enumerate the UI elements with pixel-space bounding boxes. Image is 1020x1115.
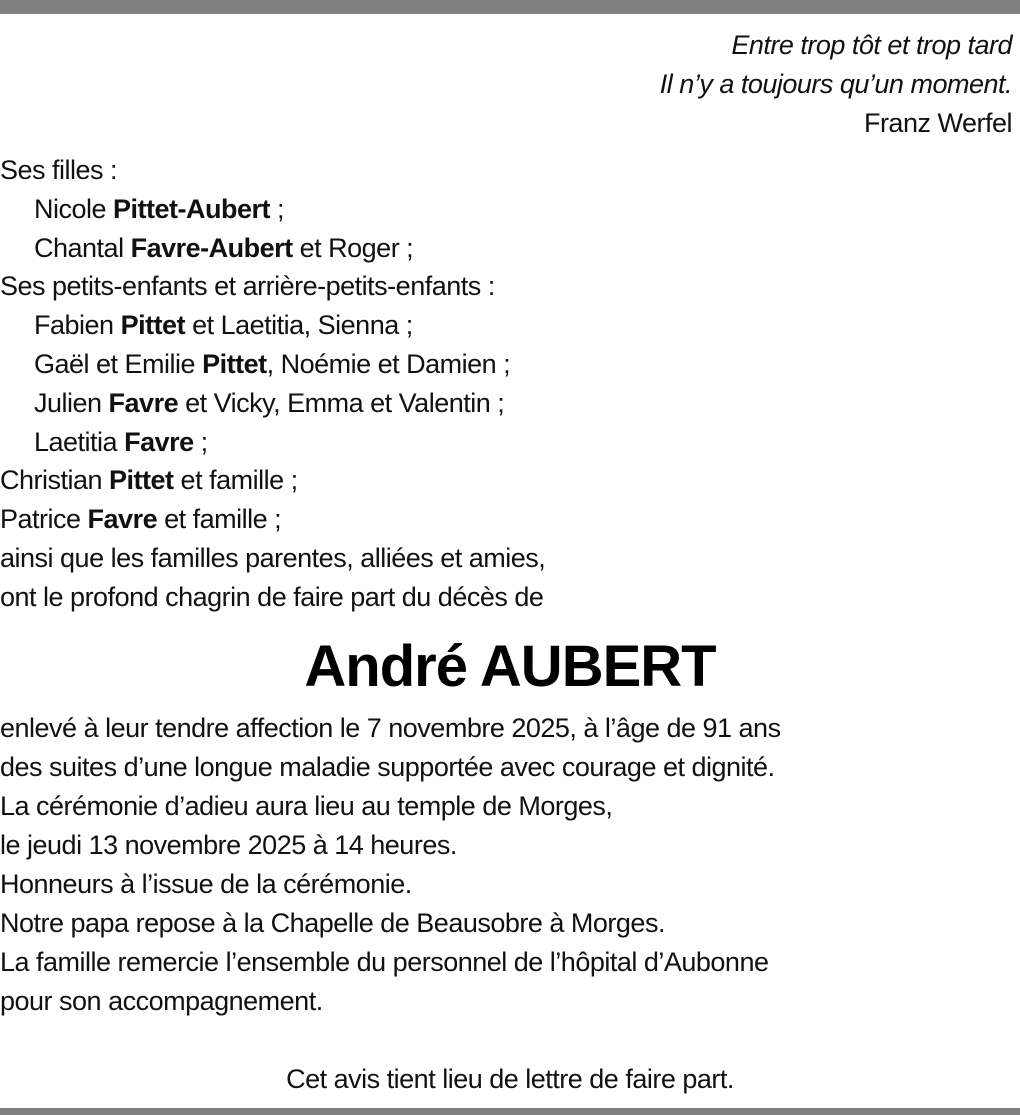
family-text: Nicole [34,193,114,224]
detail-line: La cérémonie d’adieu aura lieu au temple de Morges, [0,791,613,821]
family-text: Patrice [0,504,88,535]
family-text: ; [193,426,208,457]
family-surname: Favre [87,504,158,535]
family-text: et Vicky, Emma et Valentin ; [178,387,505,418]
detail-line: enlevé à leur tendre affection le 7 novembre 2025, à l’âge de 91 ans [0,713,781,743]
detail-line: Honneurs à l’issue de la cérémonie. [0,869,412,899]
family-list [0,151,545,617]
quote-line-2: Il n’y a toujours qu’un moment. [659,69,1012,99]
family-surname: Favre-Aubert [130,232,293,263]
family-text: , Noémie et Damien ; [266,348,511,379]
family-surname: Pittet [202,348,267,379]
family-line [0,267,545,306]
family-line [0,461,545,500]
family-text: Laetitia [34,426,125,457]
family-line [0,306,545,345]
family-line [0,384,545,423]
family-text: Julien [34,387,109,418]
family-line [0,229,545,268]
family-line [0,190,545,229]
family-text: ainsi que les familles parentes, alliées et amies, [0,542,546,573]
closing-note: Cet avis tient lieu de lettre de faire part. [286,1064,734,1094]
family-line [0,578,545,617]
family-text: Fabien [34,310,121,341]
family-line [0,423,545,462]
family-line [0,345,545,384]
family-text: Christian [0,465,110,496]
family-text: Chantal [34,232,131,263]
family-text: ont le profond chagrin de faire part du décès de [0,581,544,612]
detail-line: des suites d’une longue maladie supportée avec courage et dignité. [0,752,775,782]
epigraph-quote [660,26,1012,143]
family-text: Ses petits-enfants et arrière-petits-enfants : [0,271,495,302]
family-text: Gaël et Emilie [34,348,203,379]
family-surname: Pittet [120,310,186,341]
detail-line: pour son accompagnement. [0,986,323,1016]
family-line [0,539,545,578]
family-text: et Laetitia, Sienna ; [185,310,413,341]
family-line [0,500,545,539]
family-surname: Pittet [109,465,174,496]
deceased-name: André AUBERT [304,634,716,699]
family-text: et famille ; [173,465,298,496]
quote-author: Franz Werfel [863,108,1012,138]
family-text: et famille ; [157,504,282,535]
family-surname: Pittet-Aubert [113,193,271,224]
family-line [0,151,545,190]
family-text: et Roger ; [292,232,414,263]
detail-line: Notre papa repose à la Chapelle de Beausobre à Morges. [0,908,665,938]
announcement-details [0,709,781,1021]
detail-line: La famille remercie l’ensemble du personnel de l’hôpital d’Aubonne [0,947,769,977]
quote-line-1: Entre trop tôt et trop tard [731,30,1012,60]
detail-line: le jeudi 13 novembre 2025 à 14 heures. [0,830,457,860]
family-text: Ses filles : [0,155,118,185]
bottom-rule [0,1108,1020,1115]
family-surname: Favre [124,426,194,457]
top-rule [0,0,1020,14]
family-text: ; [270,193,285,224]
family-surname: Favre [108,387,179,418]
